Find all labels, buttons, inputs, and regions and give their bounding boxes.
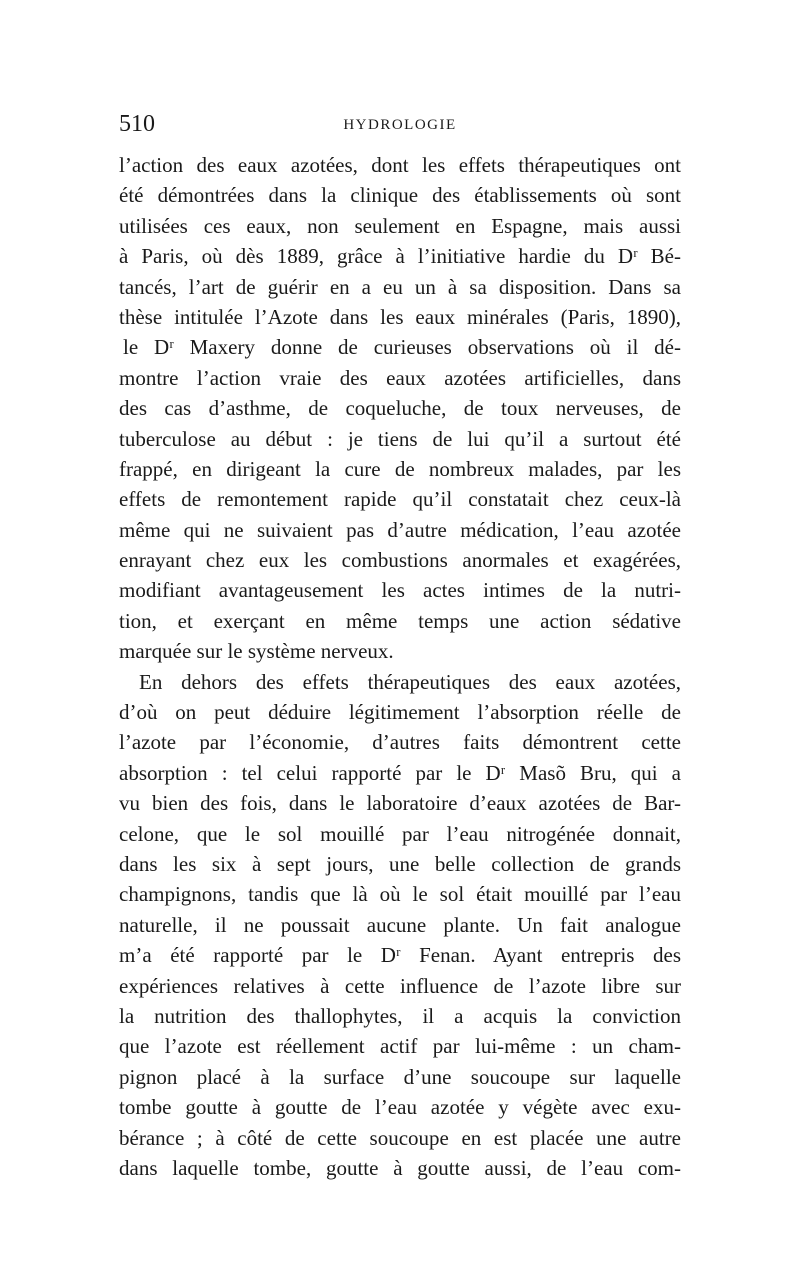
text-line: que l’azote est réellement actif par lui-même : un cham-	[119, 1034, 681, 1059]
text-line: absorption : tel celui rapporté par le Dʳ Masõ Bru, qui a	[119, 760, 681, 785]
text-line: même qui ne suivaient pas d’autre médication, l’eau azotée	[119, 517, 681, 542]
text-line: modifiant avantageusement les actes intimes de la nutri-	[119, 578, 681, 603]
text-line: dans les six à sept jours, une belle collection de grands	[119, 851, 681, 876]
text-line: tuberculose au début : je tiens de lui qu’il a surtout été	[119, 426, 681, 451]
text-line: champignons, tandis que là où le sol était mouillé par l’eau	[119, 882, 681, 907]
text-line: frappé, en dirigeant la cure de nombreux malades, par les	[119, 456, 681, 481]
text-line: tion, et exerçant en même temps une action sédative	[119, 608, 681, 633]
text-line: tombe goutte à goutte de l’eau azotée y végète avec exu-	[119, 1095, 681, 1120]
text-line: la nutrition des thallophytes, il a acquis la conviction	[119, 1003, 681, 1028]
text-line: dans laquelle tombe, goutte à goutte aussi, de l’eau com-	[119, 1155, 681, 1180]
text-line: tancés, l’art de guérir en a eu un à sa disposition. Dans sa	[119, 274, 681, 299]
text-line: des cas d’asthme, de coqueluche, de toux nerveuses, de	[119, 396, 681, 421]
text-line: utilisées ces eaux, non seulement en Espagne, mais aussi	[119, 213, 681, 238]
text-line: effets de remontement rapide qu’il constatait chez ceux-là	[119, 487, 681, 512]
running-title: HYDROLOGIE	[343, 117, 457, 133]
text-line: celone, que le sol mouillé par l’eau nitrogénée donnait,	[119, 821, 681, 846]
text-line: enrayant chez eux les combustions anormales et exagérées,	[119, 548, 681, 573]
text-line: vu bien des fois, dans le laboratoire d’eaux azotées de Bar-	[119, 791, 681, 816]
text-line: naturelle, il ne poussait aucune plante. Un fait analogue	[119, 912, 681, 937]
running-head	[119, 108, 681, 140]
text-line: l’azote par l’économie, d’autres faits démontrent cette	[119, 730, 681, 755]
text-line: bérance ; à côté de cette soucoupe en est placée une autre	[119, 1125, 681, 1150]
text-line: été démontrées dans la clinique des établissements où sont	[119, 183, 681, 208]
body-text	[119, 150, 681, 1183]
text-line: à Paris, où dès 1889, grâce à l’initiative hardie du Dʳ Bé-	[119, 244, 681, 269]
text-line: l’action des eaux azotées, dont les effets thérapeutiques ont	[119, 153, 681, 177]
page-number: 510	[119, 111, 155, 137]
text-line: marquée sur le système nerveux.	[119, 639, 394, 664]
text-line: En dehors des effets thérapeutiques des eaux azotées,	[139, 669, 681, 694]
text-line: pignon placé à la surface d’une soucoupe sur laquelle	[119, 1064, 681, 1089]
text-line: montre l’action vraie des eaux azotées artificielles, dans	[119, 365, 681, 390]
text-line: expériences relatives à cette influence de l’azote libre sur	[119, 973, 681, 998]
text-line: thèse intitulée l’Azote dans les eaux minérales (Paris, 1890),	[119, 304, 681, 329]
text-line: le Dʳ Maxery donne de curieuses observations où il dé-	[123, 335, 681, 360]
text-line: m’a été rapporté par le Dʳ Fenan. Ayant entrepris des	[119, 943, 681, 968]
text-line: d’où on peut déduire légitimement l’absorption réelle de	[119, 700, 681, 725]
